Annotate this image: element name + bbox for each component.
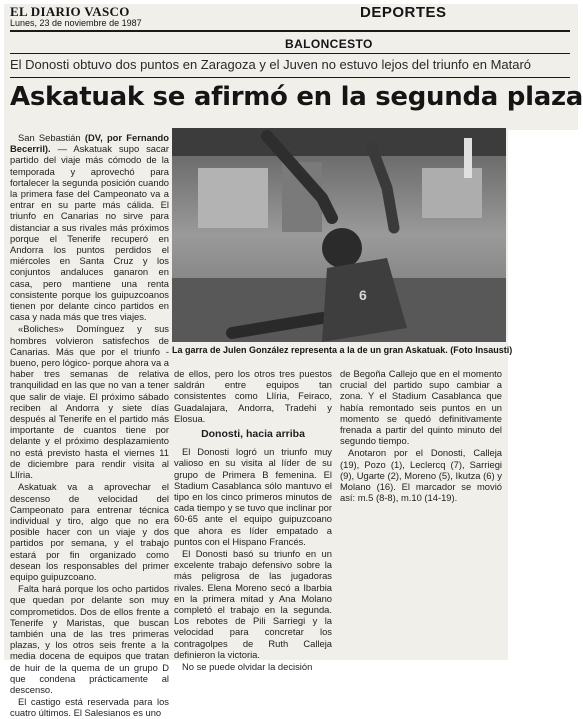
masthead: [10, 4, 566, 30]
article-paragraph: El Donosti basó su triunfo en un excelente trabajo defensivo sobre la más peligrosa de las jugadoras rivales. Elena Moreno secó a Ibarbia en la primera mitad y Ana Molano completó el trabajo en la segunda. Los rebotes de Pili Sarriegi y la velocidad para concretar los contragolpes de Ruth Calleja definieron la victoria.: [174, 548, 332, 660]
article-subhead: Donosti, hacia arriba: [201, 428, 305, 441]
basketball-photo: [172, 128, 506, 342]
article-paragraph: «Boliches» Domínguez y sus hombres volvieron satisfechos de Canarias. Más que por el triunfo -bueno, pero lógico- porque ahora va a haber tres semanas de relativa tranquilidad en las que no van a tener que salir de viaje. El próximo sábado reciben al Andorra y siete días después al Tenerife en el partido más importante de cuantos tiene por delante y el próximo desplazamiento no está previsto hasta el viernes 11 de diciembre para rendir visita al Llíria.: [10, 323, 169, 481]
paragraph-text: — Askatuak supo sacar partido del viaje más cómodo de la temporada y aprovechó para fortalecer la segunda posición cuando la primera fase del Campeonato va a entrar en su parte más cálida. El triunfo en Canarias no sirve para distanciar a sus rivales más próximos porque el Tenerife recuperó en Andorra los puntos perdidos el miércoles en Santa Cruz y los conjuntos andaluces ganaron en casa, pero mantiene una renta consistente porque los guipuzcoanos tienen por delante cinco partidos en casa y nada más que tres viajes.: [10, 143, 169, 323]
masthead-rule: [10, 30, 570, 32]
article-column-1: [10, 132, 169, 719]
article-paragraph: Falta hará porque los ocho partidos que quedan por delante son muy comprometidos. Dos de ellos frente a Tenerife y Maristas, que buscan también una de las tres primeras plazas, y los otros seis frente a la media docena de equipos que tratan de huir de la quema de un grupo D que condena prácticamente al descenso.: [10, 583, 169, 695]
article-paragraph: No se puede olvidar la decisión: [182, 661, 313, 673]
issue-date: Lunes, 23 de noviembre de 1987: [10, 18, 142, 28]
article-paragraph: Askatuak va a aprovechar el descenso de velocidad del Campeonato para entrenar técnica individual y tiro, algo que no era posible hacer con un viaje y dos partidos por semana, y el trabajo estará por fin organizado como desean los responsables del primer equipo guipuzcoano.: [10, 481, 169, 582]
article-paragraph: Anotaron por el Donosti, Calleja (19), Pozo (1), Leclercq (7), Sarriegi (9), Ugarte (2), Moreno (5), Ikutza (6) y Molano (16). El marcador se movió así: m.5 (8-8), m.10 (14-19).: [340, 447, 502, 504]
headline: Askatuak se afirmó en la segunda plaza: [10, 82, 583, 112]
section-title: DEPORTES: [360, 4, 447, 21]
article-paragraph: El Donosti logró un triunfo muy valioso en su visita al líder de su grupo de Primera B femenina. El Stadium Casablanca sólo mantuvo el tipo en los cinco primeros minutos de cada tiempo y se tuvo que inclinar por 60-65 ante el equipo guipuzcoano que ahora es líder empatado a puntos con el Hispano Francés.: [174, 446, 332, 547]
article-paragraph: de Begoña Callejo que en el momento crucial del partido supo cambiar a zona. Y el Stadium Casablanca que había remontado seis puntos en un momento se quedó definitivamente frenada a partir del quinto minuto del segundo tiempo.: [340, 368, 502, 447]
jersey-number: 6: [359, 287, 367, 303]
paper-name: EL DIARIO VASCO: [10, 4, 130, 19]
subsection-title: BALONCESTO: [285, 37, 373, 51]
subsection-rule: [10, 53, 570, 54]
kicker-line: El Donosti obtuvo dos puntos en Zaragoza y el Juven no estuvo lejos del triunfo en Mataró: [10, 57, 532, 72]
article-paragraph: El castigo está reservada para los cuatro últimos. El Salesianos es uno: [10, 696, 169, 719]
photo-caption: La garra de Julen González representa a la de un gran Askatuak. (Foto Insausti): [172, 345, 513, 355]
article-column-2: [174, 368, 332, 673]
article-paragraph: de ellos, pero los otros tres puestos saldrán entre equipos tan consistentes como Llíria, Feiraco, Guadalajara, Andorra, Tradehi y Elosua.: [174, 368, 332, 424]
article-column-3: [340, 368, 502, 504]
dateline: San Sebastián: [18, 132, 81, 143]
byline: (DV, por Fernando Becerril).: [10, 132, 169, 155]
article-paragraph: [10, 132, 169, 322]
kicker-rule: [10, 77, 570, 78]
photo-illustration: [172, 128, 506, 342]
